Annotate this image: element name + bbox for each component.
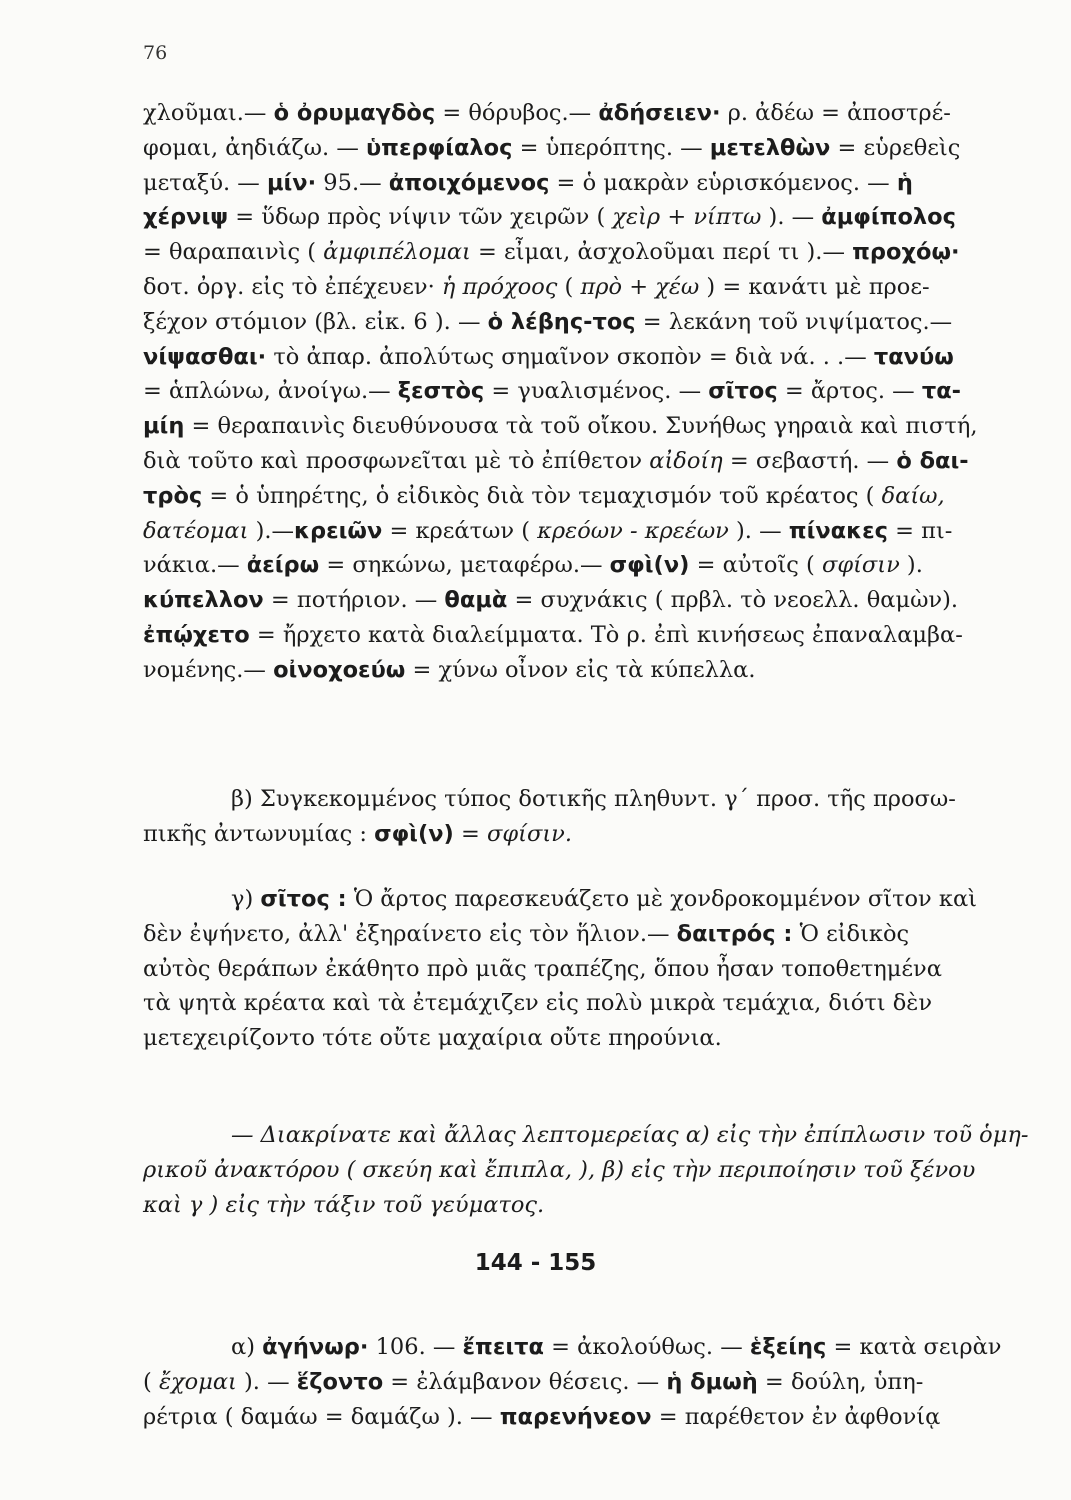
headword: σφὶ(ν) (609, 552, 690, 579)
note-beta (143, 782, 1048, 852)
headword: ἀείρω (246, 552, 320, 579)
etymology-italic: σφίσιν (821, 552, 900, 579)
headword: τα- (921, 378, 961, 405)
text-line: δοτ. ὀργ. εἰς τὸ ἐπέχευεν· ἡ πρόχοος ( πρὸ + χέω ) = κανάτι μὲ προε- (143, 273, 930, 300)
text-line: ρικοῦ ἀνακτόρου ( σκεύη καὶ ἔπιπλα, ), β) εἰς τὴν περιποίησιν τοῦ ξένου (143, 1156, 976, 1183)
headword: σῖτος (708, 378, 778, 405)
headword: τρὸς (143, 482, 203, 509)
text-line: = ἁπλώνω, ἀνοίγω.— ξεστὸς = γυαλισμένος. — σῖτος = ἄρτος. — τα- (143, 378, 961, 405)
text-line: α) ἀγήνωρ· 106. — ἔπειτα = ἀκολούθως. — ἑξείης = κατὰ σειρὰν (231, 1334, 1002, 1360)
text-line: τρὸς = ὁ ὑπηρέτης, ὁ εἰδικὸς διὰ τὸν τεμαχισμόν τοῦ κρέατος ( δαίω, (143, 482, 945, 509)
text-line: χλοῦμαι.— ὁ ὀρυμαγδὸς = θόρυβος.— ἀδήσειεν· ρ. ἀδέω = ἀποστρέ- (143, 100, 951, 126)
headword: σφὶ(ν) (374, 820, 454, 847)
headword: ἀποιχόμενος (388, 169, 550, 196)
headword: μετελθὼν (709, 134, 831, 161)
headword: ἑξείης (749, 1334, 827, 1360)
headword: ἕζοντο (296, 1368, 384, 1395)
glossary-block-2 (143, 1330, 1048, 1434)
headword: ἔπειτα (462, 1334, 544, 1360)
headword: ἀγήνωρ· (262, 1334, 369, 1360)
etymology-italic: πρὸ + χέω (580, 273, 700, 300)
headword: ὁ δαι- (896, 447, 969, 474)
headword: νίψασθαι· (143, 343, 267, 370)
headword: κύπελλον (143, 587, 264, 614)
etymology-italic: ἀμφιπέλομαι (323, 239, 471, 266)
text-line: μίη = θεραπαινὶς διευθύνουσα τὰ τοῦ οἴκου. Συνήθως γηραιὰ καὶ πιστή, (143, 413, 978, 440)
text-line: β) Συγκεκομμένος τύπος δοτικῆς πληθυντ. γ΄ προσ. τῆς προσω- (231, 786, 956, 812)
headword: ὁ ὀρυμαγδὸς (273, 100, 436, 126)
headword: ἀδήσειεν· (598, 100, 721, 126)
text-line: κύπελλον = ποτήριον. — θαμὰ = συχνάκις ( πρβλ. τὸ νεοελλ. θαμὼν). (143, 587, 959, 614)
etymology-italic: σφίσιν. (487, 820, 572, 847)
headword: προχόῳ· (852, 239, 960, 266)
text-line: = θαραπαινὶς ( ἀμφιπέλομαι = εἶμαι, ἀσχολοῦμαι περί τι ).— προχόῳ· (143, 239, 960, 266)
text-line: πικῆς ἀντωνυμίας : σφὶ(ν) = σφίσιν. (143, 820, 572, 847)
text-line: δατέομαι ).—κρειῶν = κρεάτων ( κρεόων - κρεέων ). — πίνακες = πι- (143, 517, 953, 544)
exercise-paragraph (143, 1118, 1048, 1222)
text-line: ρέτρια ( δαμάω = δαμάζω ). — παρενήνεον = παρέθετον ἐν ἀφθονίᾳ (143, 1403, 941, 1430)
text-line: — Διακρίνατε καὶ ἄλλας λεπτομερείας α) εἰς τὴν ἐπίπλωσιν τοῦ ὁμη- (231, 1122, 1029, 1148)
etymology-italic: ἡ πρόχοος (441, 273, 558, 300)
text-line: διὰ τοῦτο καὶ προσφωνεῖται μὲ τὸ ἐπίθετον αἰδοίη = σεβαστή. — ὁ δαι- (143, 447, 969, 474)
headword: θαμὰ (444, 587, 508, 614)
text-line: νομένης.— οἰνοχοεύω = χύνω οἶνον εἰς τὰ κύπελλα. (143, 656, 756, 683)
text-line: φομαι, ἀηδιάζω. — ὑπερφίαλος = ὑπερόπτης. — μετελθὼν = εὑρεθεὶς (143, 134, 961, 161)
headword: δαιτρός : (676, 920, 793, 947)
text-line: γ) σῖτος : Ὁ ἄρτος παρεσκευάζετο μὲ χονδροκομμένον σῖτον καὶ (231, 886, 977, 912)
text-line: αὐτὸς θεράπων ἐκάθητο πρὸ μιᾶς τραπέζης, ὅπου ἦσαν τοποθετημένα (143, 955, 942, 982)
page-number: 76 (143, 42, 168, 64)
text-line: ( ἔχομαι ). — ἕζοντο = ἐλάμβανον θέσεις. — ἡ δμωὴ = δούλη, ὑπη- (143, 1368, 924, 1395)
headword: ὁ λέβης-τος (487, 308, 636, 335)
headword: μίν· (266, 169, 317, 196)
headword: ἐπῴχετο (143, 621, 250, 648)
headword: ὑπερφίαλος (365, 134, 513, 161)
glossary-block-1 (143, 96, 1048, 688)
headword: σῖτος : (260, 886, 347, 912)
headword: κρειῶν (294, 517, 383, 544)
etymology-italic: δαίω, (881, 482, 945, 509)
note-gamma (143, 882, 1048, 1056)
headword: ἡ (896, 169, 913, 196)
etymology-italic: ἔχομαι (158, 1368, 237, 1395)
headword: παρενήνεον (499, 1403, 652, 1430)
text-line: δὲν ἐψήνετο, ἀλλ' ἐξηραίνετο εἰς τὸν ἥλιον.— δαιτρός : Ὁ εἰδικὸς (143, 920, 910, 947)
headword: ἀμφίπολος (821, 204, 956, 231)
text-line: τὰ ψητὰ κρέατα καὶ τὰ ἐτεμάχιζεν εἰς πολὺ μικρὰ τεμάχια, διότι δὲν (143, 990, 933, 1017)
etymology-italic: αἰδοίη (649, 447, 723, 474)
text-line: μετεχειρίζοντο τότε οὔτε μαχαίρια οὔτε πηρούνια. (143, 1025, 722, 1052)
headword: μίη (143, 413, 185, 440)
section-heading: 144 - 155 (474, 1250, 597, 1276)
text-line: νίψασθαι· τὸ ἀπαρ. ἀπολύτως σημαῖνον σκοπὸν = διὰ νά. . .— τανύω (143, 343, 954, 370)
headword: χέρνιψ (143, 204, 229, 231)
headword: οἰνοχοεύω (273, 656, 406, 683)
headword: τανύω (873, 343, 954, 370)
text-line: ἐπῴχετο = ἤρχετο κατὰ διαλείμματα. Τὸ ρ. ἐπὶ κινήσεως ἐπαναλαμβα- (143, 621, 963, 648)
text-line: ξέχον στόμιον (βλ. εἰκ. 6 ). — ὁ λέβης-τος = λεκάνη τοῦ νιψίματος.— (143, 308, 953, 335)
headword: ξεστὸς (397, 378, 485, 405)
text-line: μεταξύ. — μίν· 95.— ἀποιχόμενος = ὁ μακρὰν εὑρισκόμενος. — ἡ (143, 169, 913, 196)
etymology-italic: χεὶρ + νίπτω (612, 204, 762, 231)
etymology-italic: δατέομαι (143, 517, 249, 544)
headword: πίνακες (788, 517, 888, 544)
etymology-italic: κρεόων - κρεέων (537, 517, 729, 544)
text-line: χέρνιψ = ὕδωρ πρὸς νίψιν τῶν χειρῶν ( χεὶρ + νίπτω ). — ἀμφίπολος (143, 204, 956, 231)
headword: ἡ δμωὴ (666, 1368, 758, 1395)
text-line: καὶ γ ) εἰς τὴν τάξιν τοῦ γεύματος. (143, 1191, 545, 1218)
text-line: νάκια.— ἀείρω = σηκώνω, μεταφέρω.— σφὶ(ν) = αὐτοῖς ( σφίσιν ). (143, 552, 923, 579)
